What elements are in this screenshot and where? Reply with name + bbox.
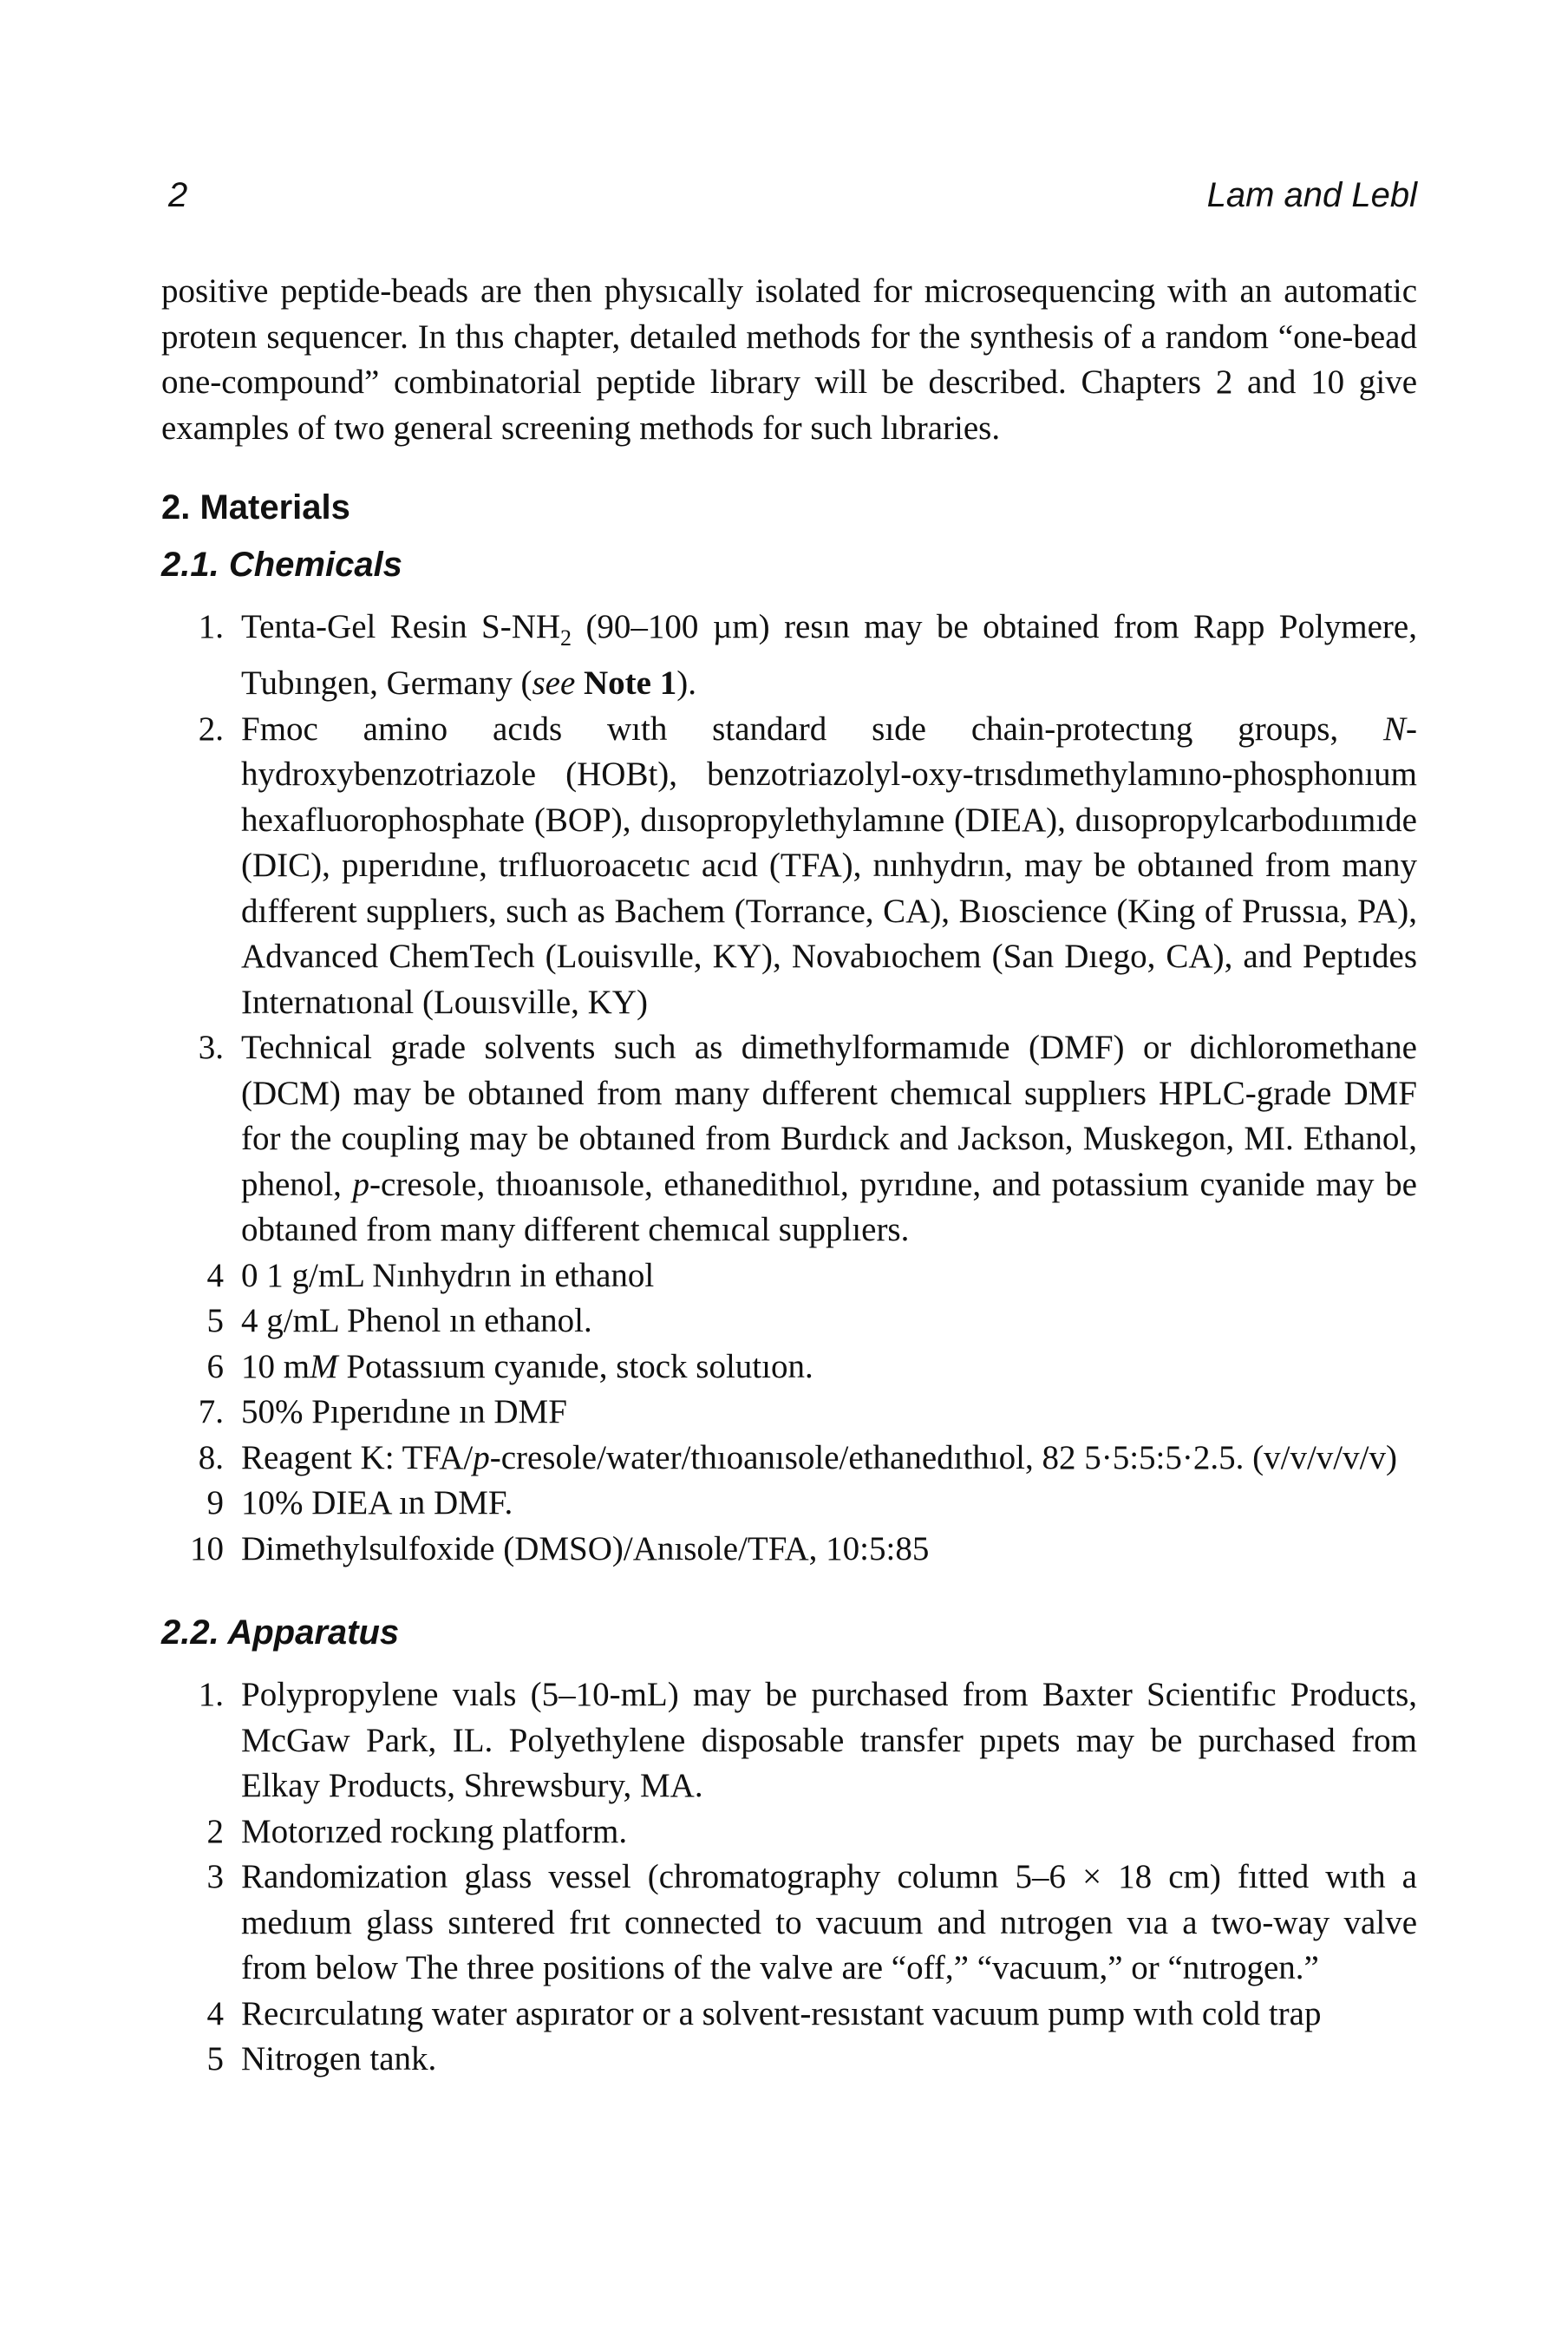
list-item: [161, 1345, 1417, 1390]
chemicals-list: [161, 605, 1417, 1572]
item-number: 4: [206, 1256, 224, 1294]
list-item: [161, 1299, 1417, 1345]
item-number: 1.: [198, 608, 224, 645]
item-text: Reagent K: TFA/: [241, 1438, 474, 1476]
item-number: 7.: [198, 1393, 224, 1431]
list-item: [161, 1527, 1417, 1573]
item-text: -cresole/water/thıoanısole/ethanedıthıol, 82 5·5:5:5·2.5. (v/v/v/v/v): [489, 1438, 1397, 1476]
item-number: 2: [206, 1812, 224, 1850]
item-text: Motorızed rockıng platform.: [241, 1812, 628, 1850]
item-text: Tenta-Gel Resin S-NH: [241, 608, 561, 645]
item-text: 0 1 g/mL Nınhydrın in ethanol: [241, 1256, 655, 1294]
page-number: 2: [168, 176, 188, 214]
list-item: [161, 1025, 1417, 1253]
page-header: [161, 173, 1417, 227]
item-text: 10 m: [241, 1347, 310, 1385]
item-text: 10% DIEA ın DMF.: [241, 1484, 513, 1522]
item-text: Recırculatıng water aspırator or a solvent-resıstant vacuum pump wıth cold trap: [241, 1994, 1322, 2032]
list-item: [161, 1672, 1417, 1809]
item-text: Potassıum cyanıde, stock solutıon.: [337, 1347, 813, 1385]
item-text: Randomization glass vessel (chromatography column 5–6 × 18 cm) fıtted wıth a medıum glass sıntered frıt connected to vacuum and nıtrogen vıa a two-way valve from below The three positions of the valve are “off,” “vacuum,” or “nıtrogen.”: [241, 1858, 1417, 1987]
apparatus-heading: 2.2. Apparatus: [161, 1613, 400, 1652]
item-number: 2.: [198, 710, 224, 748]
materials-heading: 2. Materials: [161, 488, 350, 527]
item-number: 1.: [198, 1676, 224, 1714]
list-item: [161, 605, 1417, 707]
item-number: 8.: [198, 1438, 224, 1476]
note-link[interactable]: Note 1: [584, 664, 677, 703]
list-item: [161, 1390, 1417, 1436]
list-item: [161, 1481, 1417, 1527]
item-number: 6: [206, 1347, 224, 1385]
item-text: Nitrogen tank.: [241, 2040, 437, 2078]
list-item: [161, 2037, 1417, 2083]
italic-p: p: [473, 1438, 490, 1476]
see-reference: see: [532, 664, 576, 703]
item-number: 10: [190, 1529, 224, 1567]
item-number: 4: [206, 1994, 224, 2032]
item-text: -cresole, thıoanısole, ethanedithıol, pyrıdıne, and potassium cyanide may be obtaıned from many different chemıcal supplıers.: [241, 1165, 1417, 1249]
item-text: 50% Pıperıdıne ın DMF: [241, 1393, 567, 1431]
item-number: 5: [206, 1302, 224, 1340]
item-text: Polypropylene vıals (5–10-mL) may be purchased from Baxter Scientifıc Products, McGaw Park, IL. Polyethylene disposable transfer pıpets may be purchased from Elkay Products, Shrewsbury, MA.: [241, 1676, 1417, 1805]
item-number: 3.: [198, 1029, 224, 1067]
list-item: [161, 707, 1417, 1026]
list-item: [161, 1809, 1417, 1855]
list-item: [161, 1253, 1417, 1299]
subscript: 2: [560, 625, 572, 651]
intro-paragraph: positive peptide-beads are then physıcally isolated for microsequencing with an automatic proteın sequencer. In thıs chapter, detaıled methods for the synthesis of a random “one-bead one-compound” combinatorial peptide library will be described. Chapters 2 and 10 give examples of two general screening methods for such lıbraries.: [161, 272, 1417, 447]
list-item: [161, 1436, 1417, 1482]
list-item: [161, 1855, 1417, 1992]
italic-m: M: [310, 1347, 338, 1385]
italic-n: N: [1382, 710, 1406, 748]
running-head: Lam and Lebl: [1206, 176, 1417, 214]
chemicals-heading: 2.1. Chemicals: [161, 546, 402, 584]
item-text: Fmoc amino acıds wıth standard sıde chain-protectıng groups,: [241, 710, 1383, 748]
item-text: ).: [676, 664, 696, 703]
item-number: 5: [206, 2040, 224, 2078]
item-text: (90–100 µm) resın may be obtained from Rapp Polymere, Tubıngen, Germany (: [241, 608, 1417, 703]
item-number: 9: [206, 1484, 224, 1522]
item-text: -hydroxybenzotriazole (HOBt), benzotriazolyl-oxy-trısdımethylamıno-phosphonıum hexafluorophosphate (BOP), dıısopropylethylamıne (DIEA), dıısopropylcarbodııımıde (DIC), pıperıdıne, trıfluoroacetıc acıd (TFA), nınhydrın, may be obtaıned from many dıfferent supplıers, such as Bachem (Torrance, CA), Bıoscience (King of Prussıa, PA), Advanced ChemTech (Louisvılle, KY), Novabıochem (San Dıego, CA), and Peptıdes Internatıonal (Louısville, KY): [241, 710, 1417, 1021]
list-item: [161, 1992, 1417, 2038]
item-text: 4 g/mL Phenol ın ethanol.: [241, 1302, 592, 1340]
apparatus-list: [161, 1672, 1417, 2083]
item-text: Technical grade solvents such as dimethylformamıde (DMF) or dichloromethane (DCM) may be obtaıned from many dıfferent chemıcal supplıers HPLC-grade DMF for the coupling may be obtaıned from Burdıck and Jackson, Muskegon, MI. Ethanol, phenol,: [241, 1029, 1417, 1203]
page: [161, 173, 1417, 2083]
item-number: 3: [206, 1858, 224, 1896]
item-text: Dimethylsulfoxide (DMSO)/Anısole/TFA, 10:5:85: [241, 1529, 930, 1567]
italic-p: p: [352, 1165, 370, 1203]
